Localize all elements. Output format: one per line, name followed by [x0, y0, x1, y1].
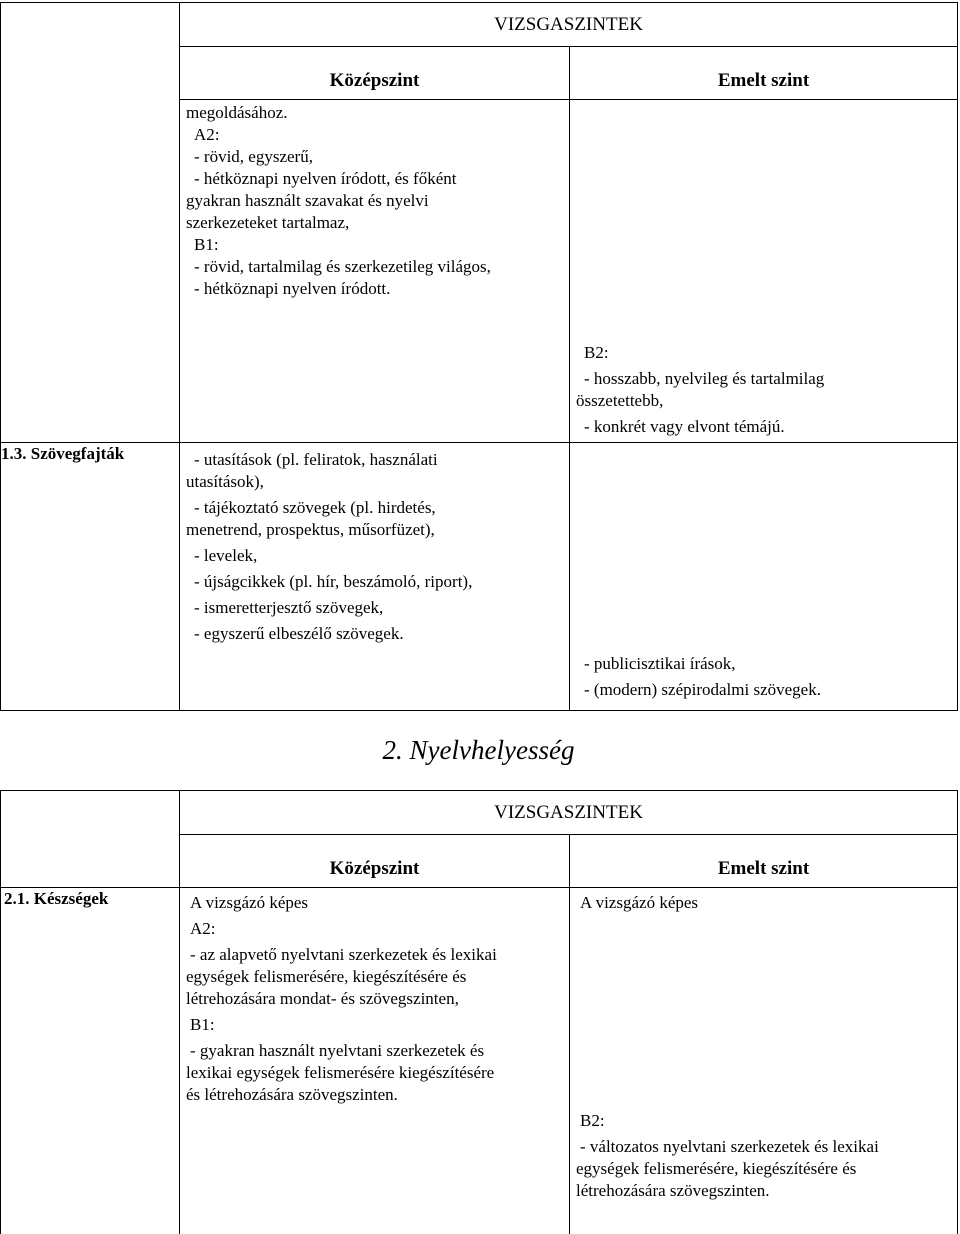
row-label-szovegfajtak: 1.3. Szövegfajták	[1, 443, 180, 711]
text-line: B1:	[190, 1015, 215, 1034]
text-line: egységek felismerésére, kiegészítésére és	[576, 1159, 857, 1178]
text-line: - változatos nyelvtani szerkezetek és lexikai	[580, 1137, 879, 1156]
section-heading-nyelvhelyesseg: 2. Nyelvhelyesség	[382, 735, 575, 765]
level-mid-header: Középszint	[180, 47, 570, 100]
exam-levels-table-1	[0, 2, 958, 711]
text-line: - rövid, egyszerű,	[194, 147, 313, 166]
text-line: B1:	[194, 235, 219, 254]
text-line: és létrehozására szövegszinten.	[186, 1085, 398, 1104]
continued-mid-cell	[180, 100, 570, 443]
text-line: - újságcikkek (pl. hír, beszámoló, riport),	[194, 572, 473, 591]
text-line: A2:	[194, 125, 220, 144]
vizsgaszintek-header: VIZSGASZINTEK	[180, 3, 958, 47]
text-line: lexikai egységek felismerésére kiegészítésére	[186, 1063, 495, 1082]
text-line: - hétköznapi nyelven íródott.	[194, 279, 391, 298]
level-mid-header: Középszint	[180, 835, 570, 888]
text-line: A2:	[190, 919, 216, 938]
empty-corner-cell	[1, 3, 180, 47]
text-line: - az alapvető nyelvtani szerkezetek és lexikai	[190, 945, 497, 964]
text-line: megoldásához.	[186, 103, 288, 122]
text-line: létrehozására szövegszinten.	[576, 1181, 770, 1200]
text-line: gyakran használt szavakat és nyelvi	[186, 191, 429, 210]
text-line: - hosszabb, nyelvileg és tartalmilag	[584, 369, 825, 388]
continued-high-cell	[570, 100, 958, 443]
text-line: - levelek,	[194, 546, 258, 565]
keszsegek-mid-cell	[180, 888, 570, 1234]
text-line: - gyakran használt nyelvtani szerkezetek és	[190, 1041, 485, 1060]
text-line: utasítások),	[186, 472, 264, 491]
row-label-keszsegek: 2.1. Készségek	[1, 888, 180, 1234]
text-line: B2:	[580, 1111, 605, 1130]
text-line: - ismeretterjesztő szövegek,	[194, 598, 384, 617]
szovegfajtak-high-cell	[570, 443, 958, 711]
text-line: A vizsgázó képes	[190, 893, 309, 912]
empty-corner-cell	[1, 47, 180, 100]
text-line: menetrend, prospektus, műsorfüzet),	[186, 520, 435, 539]
text-line: létrehozására mondat- és szövegszinten,	[186, 989, 459, 1008]
keszsegek-high-cell	[570, 888, 958, 1234]
text-line: szerkezeteket tartalmaz,	[186, 213, 350, 232]
text-line: - (modern) szépirodalmi szövegek.	[584, 680, 821, 699]
vizsgaszintek-header: VIZSGASZINTEK	[180, 791, 958, 835]
text-line: - tájékoztató szövegek (pl. hirdetés,	[194, 498, 436, 517]
text-line: - publicisztikai írások,	[584, 654, 736, 673]
szovegfajtak-mid-cell	[180, 443, 570, 711]
empty-corner-cell	[1, 791, 180, 835]
text-line: - utasítások (pl. feliratok, használati	[194, 450, 438, 469]
empty-corner-cell	[1, 835, 180, 888]
level-high-header: Emelt szint	[570, 47, 958, 100]
text-line: - rövid, tartalmilag és szerkezetileg világos,	[194, 257, 491, 276]
text-line: B2:	[584, 343, 609, 362]
text-line: összetettebb,	[576, 391, 664, 410]
text-line: egységek felismerésére, kiegészítésére és	[186, 967, 467, 986]
text-line: A vizsgázó képes	[580, 893, 699, 912]
exam-levels-table-2	[0, 790, 958, 1234]
text-line: - hétköznapi nyelven íródott, és főként	[194, 169, 457, 188]
text-line: - konkrét vagy elvont témájú.	[584, 417, 785, 436]
text-line: - egyszerű elbeszélő szövegek.	[194, 624, 404, 643]
empty-label-cell	[1, 100, 180, 443]
level-high-header: Emelt szint	[570, 835, 958, 888]
